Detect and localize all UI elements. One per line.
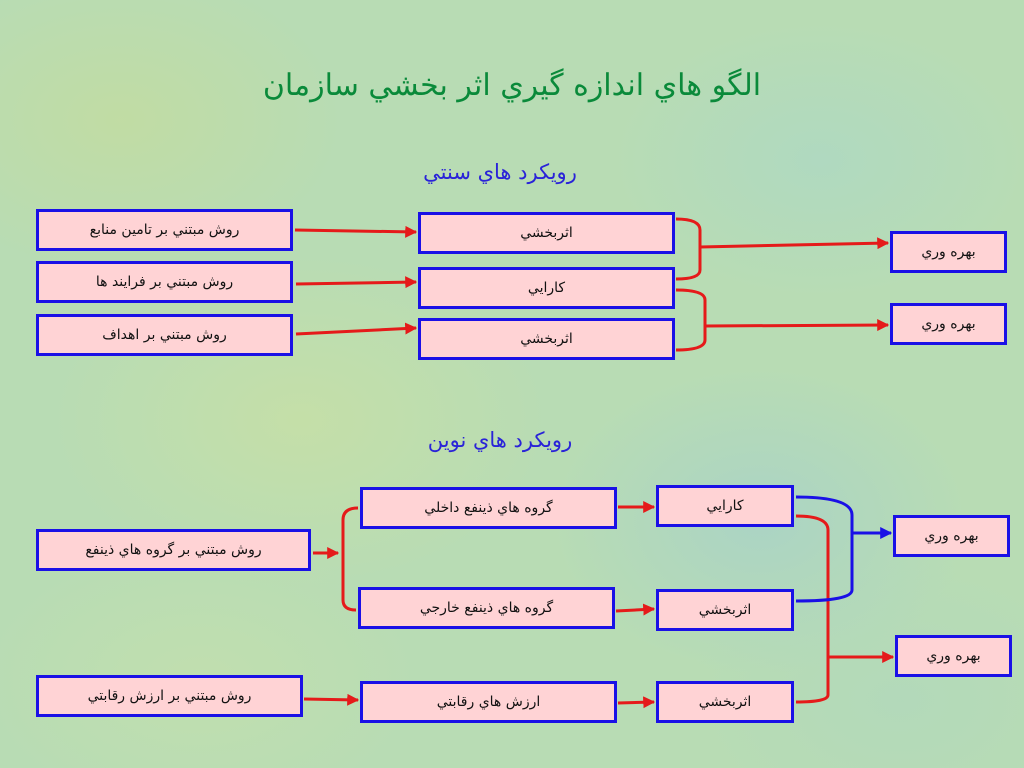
bracket-blue-modern: [796, 497, 852, 601]
modern-efficiency-box: كارايي: [656, 485, 794, 527]
process-based-method-box: روش مبتني بر فرايند ها: [36, 261, 293, 303]
resource-based-method-box: روش مبتني بر تامين منابع: [36, 209, 293, 251]
stakeholder-method-box: روش مبتني بر گروه هاي ذينفع: [36, 529, 311, 571]
traditional-heading: رويكرد هاي سنتي: [423, 160, 577, 184]
arrow-competing-to-values: [304, 699, 358, 700]
page-title: الگو هاي اندازه گيري اثر بخشي سازمان: [262, 68, 762, 103]
modern-effectiveness-box-2: اثربخشي: [656, 681, 794, 723]
goal-based-method-box: روش مبتني بر اهداف: [36, 314, 293, 356]
modern-productivity-box-1: بهره وري: [893, 515, 1010, 557]
bracket-stakeholder-groups: [343, 508, 358, 610]
bracket-red-modern: [796, 516, 828, 702]
trad-effectiveness-box-2: اثربخشي: [418, 318, 675, 360]
trad-efficiency-box: كارايي: [418, 267, 675, 309]
modern-heading: رويكرد هاي نوين: [427, 428, 573, 452]
bracket-bottom: [676, 290, 705, 350]
arrow-external-to-effectiveness: [616, 609, 654, 611]
external-stakeholders-box: گروه هاي ذينفع خارجي: [358, 587, 615, 629]
bracket-top: [676, 219, 700, 279]
arrow-values-to-effectiveness: [618, 702, 654, 703]
trad-productivity-box-2: بهره وري: [890, 303, 1007, 345]
arrow-to-productivity-1: [700, 243, 888, 247]
internal-stakeholders-box: گروه هاي ذينفع داخلي: [360, 487, 617, 529]
trad-productivity-box-1: بهره وري: [890, 231, 1007, 273]
arrow-resources-to-effectiveness: [295, 230, 416, 232]
arrow-to-productivity-2: [705, 325, 888, 326]
modern-productivity-box-2: بهره وري: [895, 635, 1012, 677]
competing-values-method-box: روش مبتني بر ارزش رقابتي: [36, 675, 303, 717]
competing-values-box: ارزش هاي رقابتي: [360, 681, 617, 723]
arrow-process-to-efficiency: [296, 282, 416, 284]
modern-effectiveness-box-1: اثربخشي: [656, 589, 794, 631]
trad-effectiveness-box-1: اثربخشي: [418, 212, 675, 254]
arrow-goals-to-effectiveness: [296, 328, 416, 334]
